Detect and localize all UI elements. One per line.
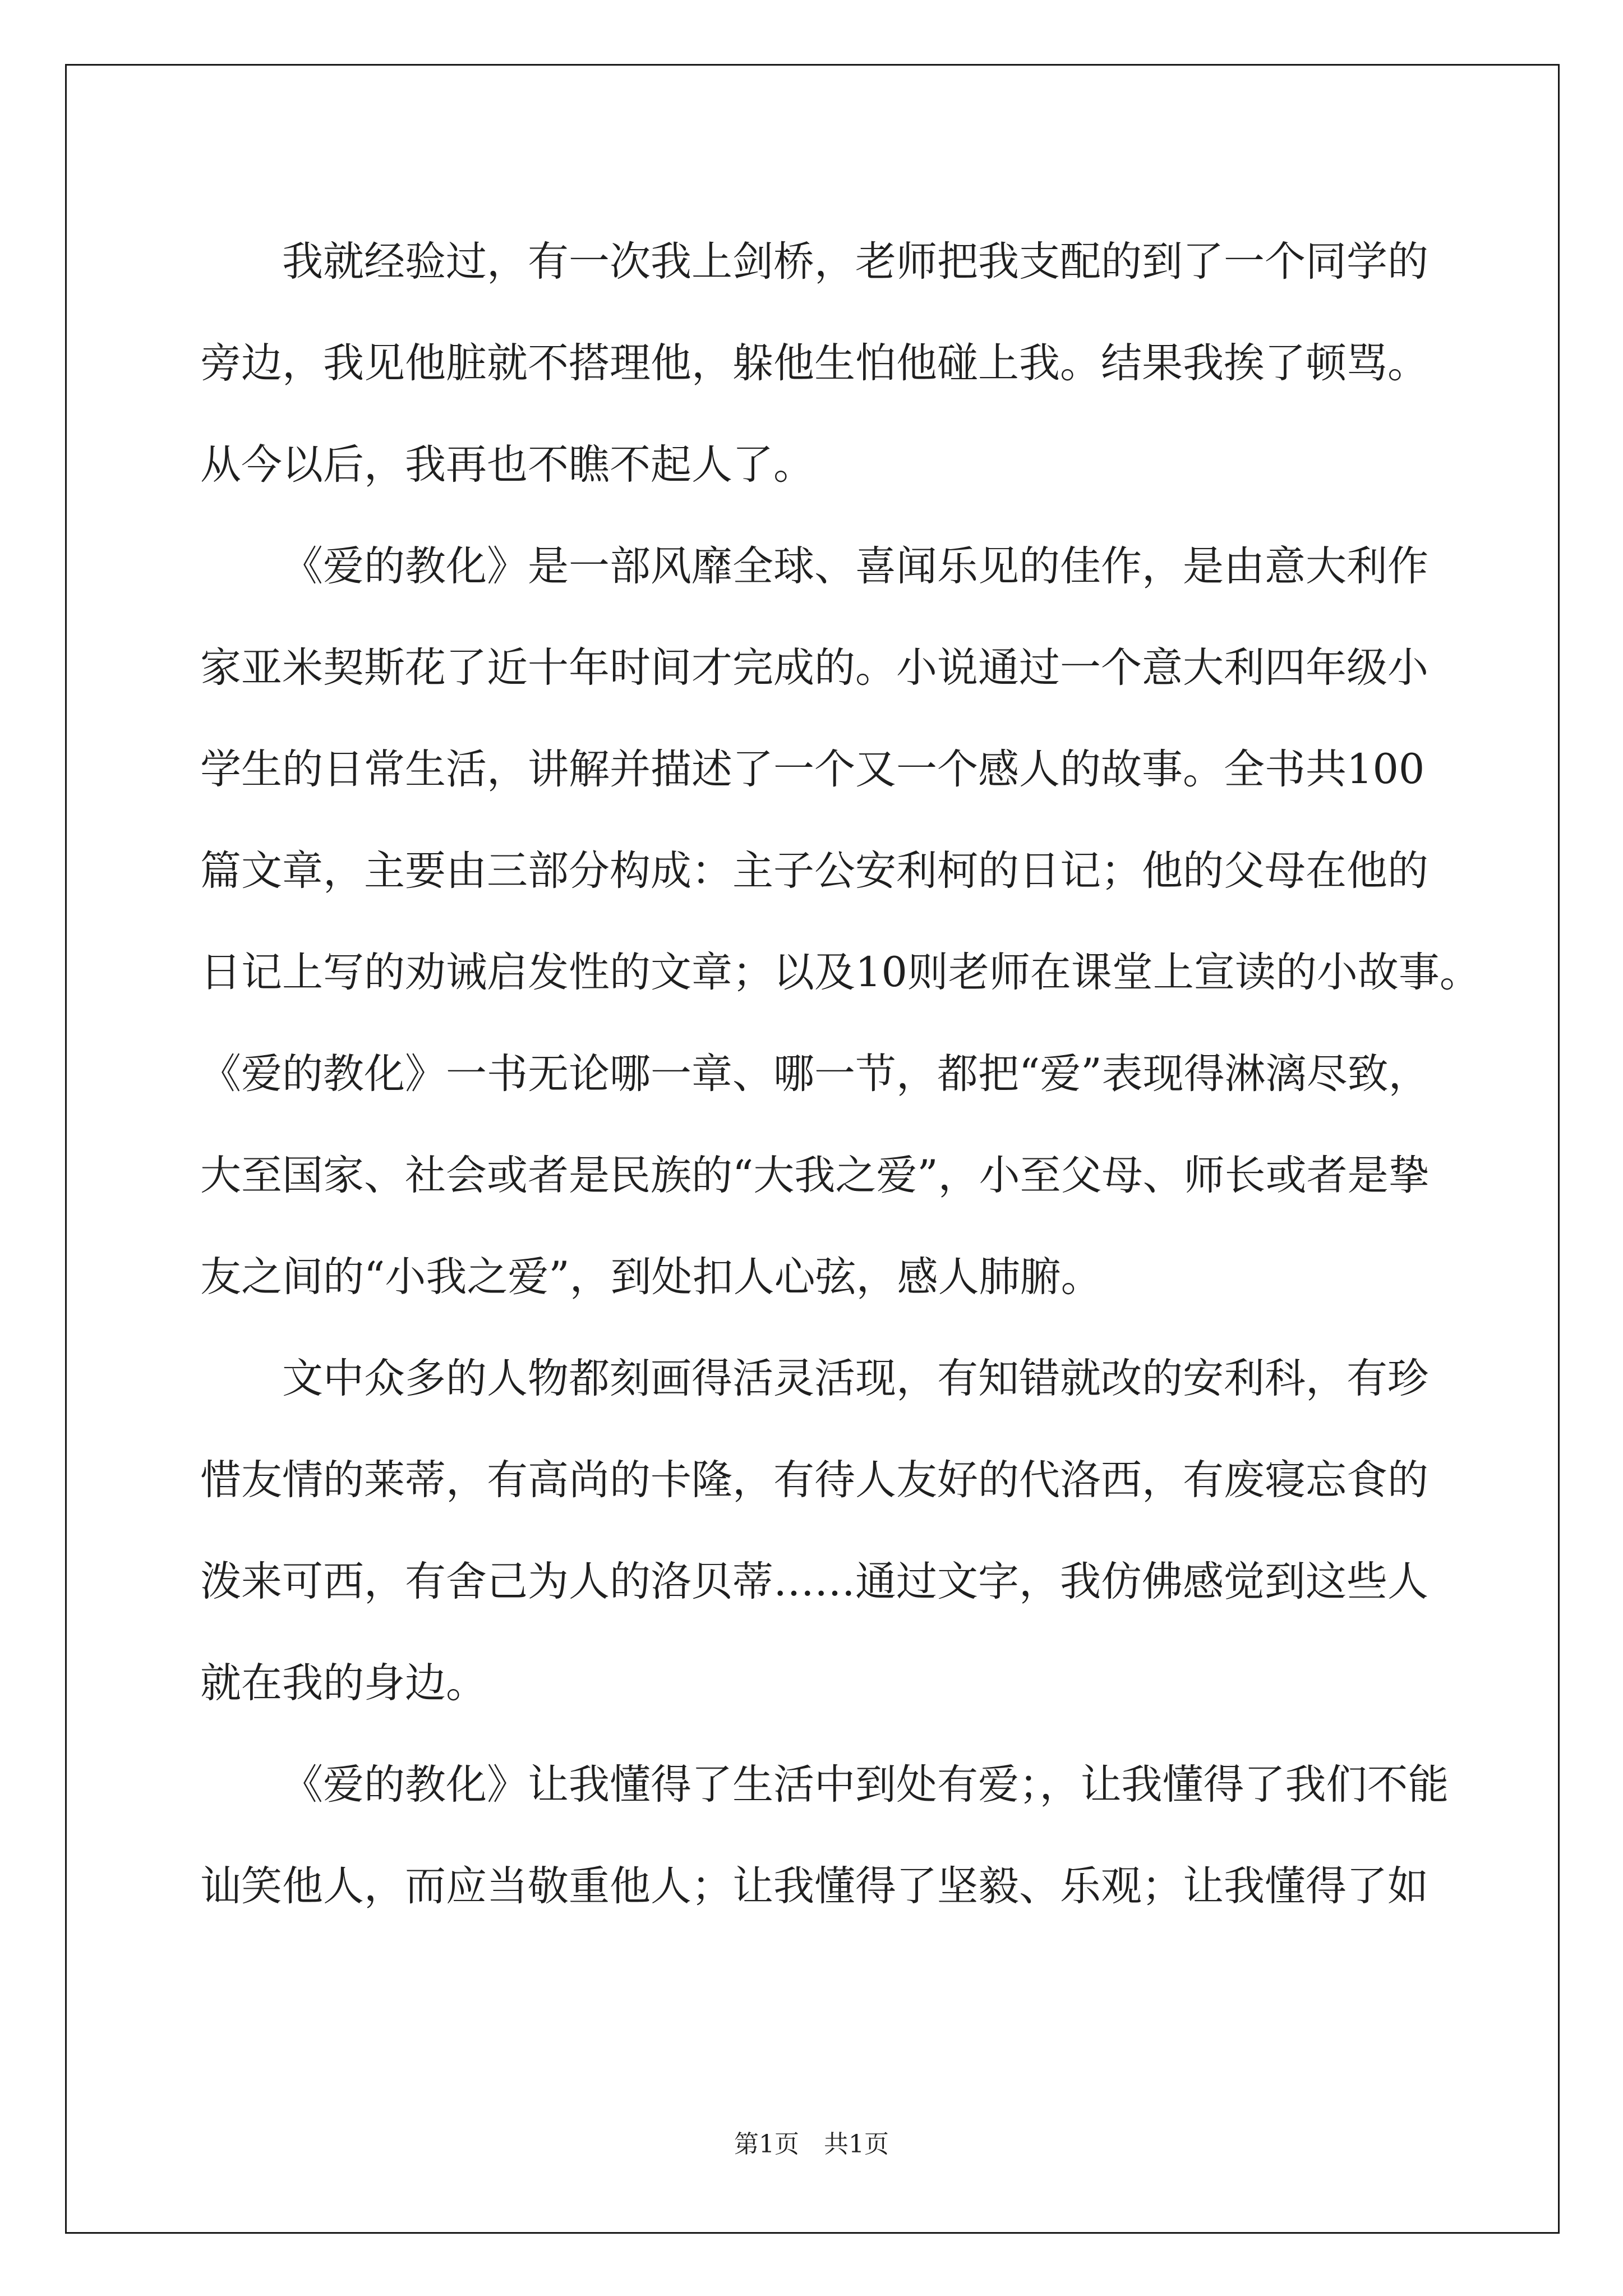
paragraph-line: 惜友情的莱蒂，有高尚的卡隆，有待人友好的代洛西，有废寝忘食的: [200, 1456, 1428, 1504]
paragraph-line: 篇文章，主要由三部分构成：主子公安利柯的日记；他的父母在他的: [200, 847, 1428, 895]
paragraph-line: 文中众多的人物都刻画得活灵活现，有知错就改的安利科，有珍: [282, 1355, 1428, 1402]
paragraph-line: 《爱的教化》让我懂得了生活中到处有爱；，让我懂得了我们不能: [282, 1761, 1449, 1809]
paragraph-line: 家亚米契斯花了近十年时间才完成的。小说通过一个意大利四年级小: [200, 644, 1428, 692]
paragraph-line: 泼来可西，有舍己为人的洛贝蒂……通过文字，我仿佛感觉到这些人: [200, 1558, 1428, 1605]
document-body: [200, 211, 1481, 1937]
paragraph-line: 友之间的“小我之爱”，到处扣人心弦，感人肺腑。: [200, 1253, 1102, 1301]
page-number: 第1页 共1页: [734, 2130, 889, 2159]
paragraph-line: 旁边，我见他脏就不搭理他，躲他生怕他碰上我。结果我挨了顿骂。: [200, 339, 1428, 387]
paragraph-line: 就在我的身边。: [200, 1659, 487, 1707]
paragraph-line: 讪笑他人，而应当敬重他人；让我懂得了坚毅、乐观；让我懂得了如: [200, 1862, 1428, 1910]
paragraph-line: 《爱的教化》一书无论哪一章、哪一节，都把“爱”表现得淋漓尽致，: [200, 1050, 1430, 1098]
paragraph-line: 我就经验过，有一次我上剑桥，老师把我支配的到了一个同学的: [282, 238, 1428, 286]
paragraph-line: 大至国家、社会或者是民族的“大我之爱”，小至父母、师长或者是挚: [200, 1152, 1430, 1199]
paragraph-line: 从今以后，我再也不瞧不起人了。: [200, 441, 814, 489]
paragraph-line: 学生的日常生活，讲解并描述了一个又一个感人的故事。全书共100: [200, 746, 1425, 793]
paragraph-line: 《爱的教化》是一部风靡全球、喜闻乐见的佳作，是由意大利作: [282, 542, 1428, 590]
paragraph-line: 日记上写的劝诫启发性的文章；以及10则老师在课堂上宣读的小故事。: [200, 949, 1481, 996]
